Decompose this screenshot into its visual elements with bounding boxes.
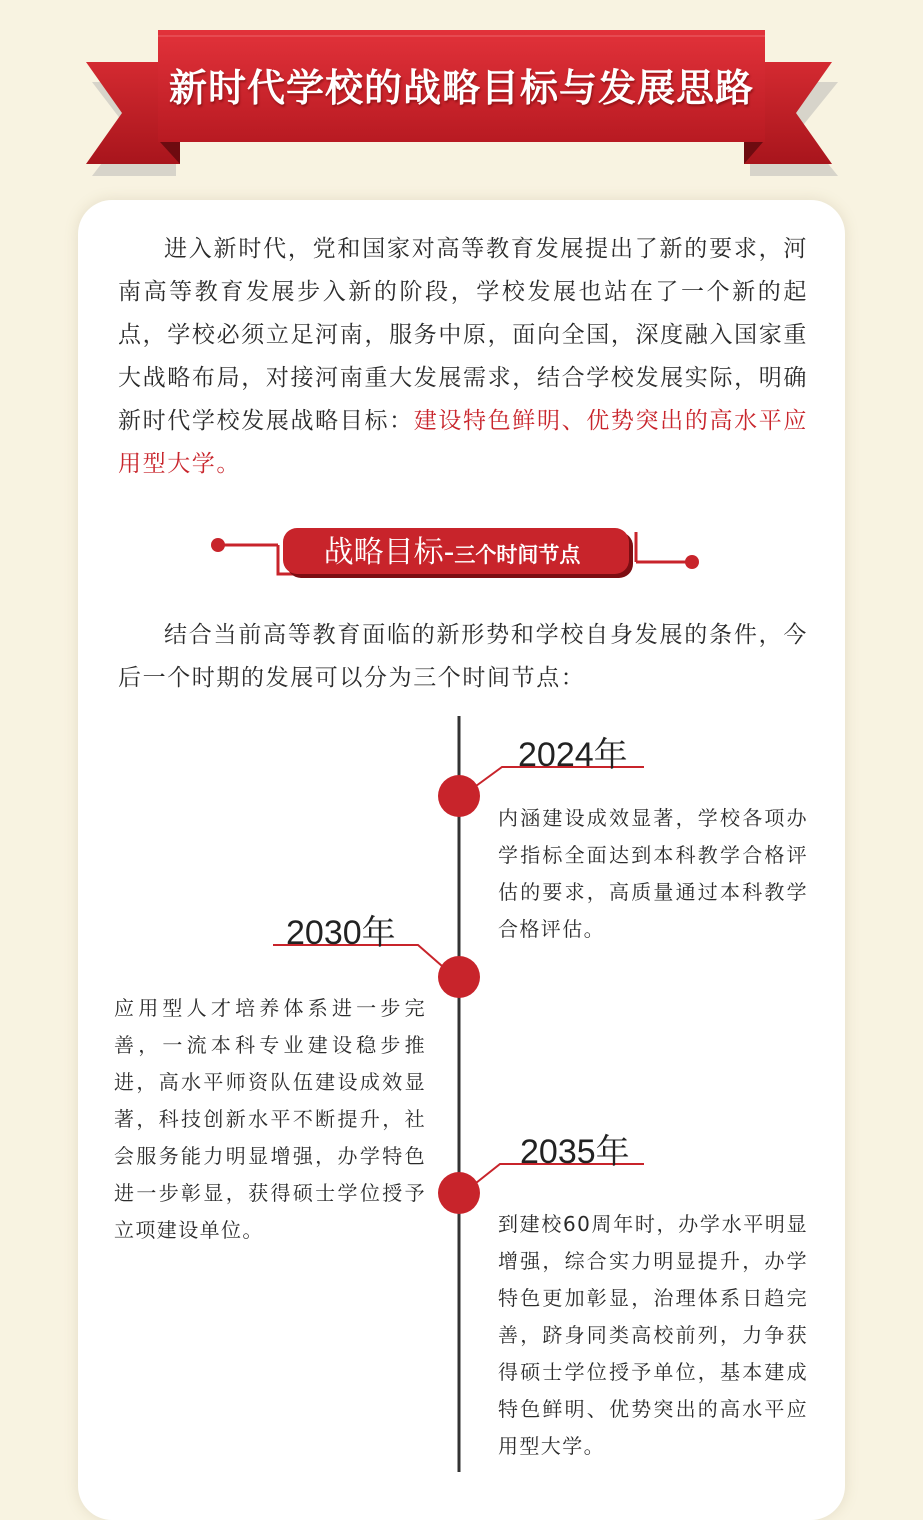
page-title: 新时代学校的战略目标与发展思路 [168, 66, 754, 110]
intro-text: 进入新时代，党和国家对高等教育发展提出了新的要求，河南高等教育发展步入新的阶段，学校发展也站在了一个新的起点，学校必须立足河南，服务中原，面向全国，深度融入国家重大战略布局，对接河南重大发展需求，结合学校发展实际，明确新时代学校发展战略目标： [118, 236, 808, 434]
intro-highlight: 建设特色鲜明、优势突出的高水平应用型大学。 [118, 408, 808, 477]
lead-paragraph: 结合当前高等教育面临的新形势和学校自身发展的条件，今后一个时期的发展可以分为三个时间节点： [118, 622, 808, 691]
section-title [282, 532, 622, 574]
milestone-desc-2035: 到建校60周年时，办学水平明显增强，综合实力明显提升，办学特色更加彰显，治理体系日趋完善，跻身同类高校前列，力争获得硕士学位授予单位，基本建成特色鲜明、优势突出的高水平应用型大学。 [498, 1212, 808, 1458]
section-header [200, 518, 710, 588]
intro-paragraph [118, 228, 808, 486]
milestone-desc-2024: 内涵建设成效显著，学校各项办学指标全面达到本科教学合格评估的要求，高质量通过本科教学合格评估。 [498, 806, 808, 941]
milestone-year-2024: 2024年 [518, 736, 628, 774]
milestone-year-2035: 2035年 [520, 1133, 630, 1171]
milestone-year-2030: 2030年 [286, 914, 396, 952]
title-banner [0, 0, 923, 200]
milestone-desc-2030: 应用型人才培养体系进一步完善，一流本科专业建设稳步推进，高水平师资队伍建设成效显著，科技创新水平不断提升，社会服务能力明显增强，办学特色进一步彰显，获得硕士学位授予立项建设单位。 [114, 996, 426, 1242]
section-title-main: 战略目标- [323, 535, 455, 570]
section-title-sub: 三个时间节点 [454, 543, 581, 567]
